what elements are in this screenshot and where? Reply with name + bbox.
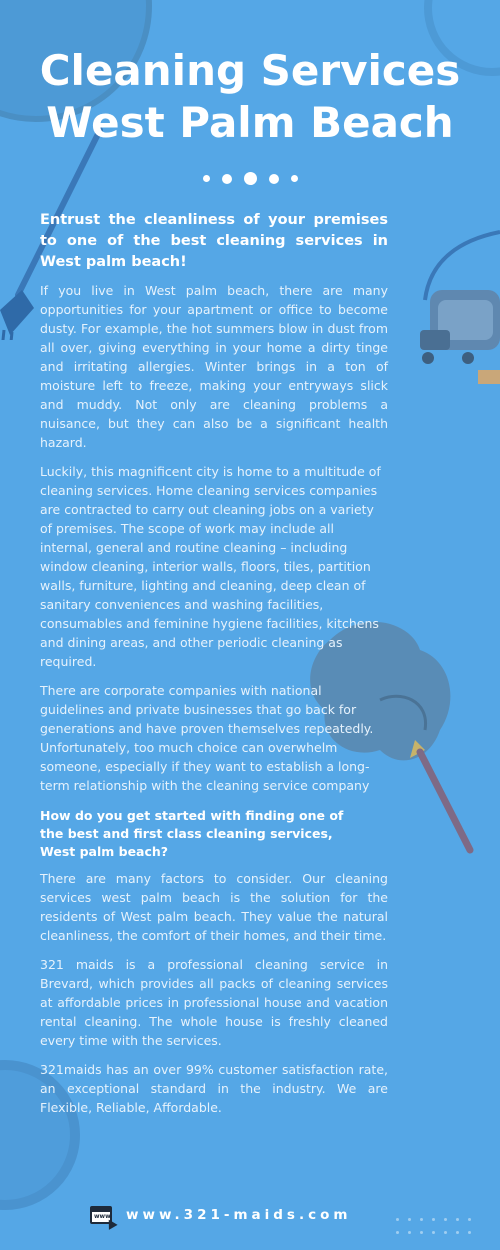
lead-heading: Entrust the cleanliness of your premises to one of the best cleaning services in West palm beach! [40,212,388,270]
paragraph-services: Luckily, this magnificent city is home to a multitude of cleaning services. Home cleaning services companies are contracted to carry out cleaning jobs on a variety of premises. The scope of work may include all internal, general and routine cleaning – including window cleaning, interior walls, floors, tiles, partition walls, furniture, lighting and cleaning, deep clean of sanitary conveniences and washing facilities, consumables and feminine hygiene facilities, kitchens and dining areas, and other periodic cleaning as required. [40,464,381,669]
paragraph-intro: If you live in West palm beach, there are many opportunities for your apartment or office to become dusty. For example, the hot summers blow in dust from all over, giving everything in your home a dirty tinge and irritating allergies. Winter brings in a ton of moisture left to freeze, making your entryways slick and muddy. Not only are cleaning problems a nuisance, but they can also be a significant health hazard. [40,283,388,450]
subheading-getting-started: How do you get started with finding one of the best and first class cleaning services, West palm beach? [40,808,344,859]
page-title [0,45,500,149]
divider-dot [244,172,257,185]
page-title-line-2: West Palm Beach [46,98,454,147]
page-title-line-1: Cleaning Services [39,46,461,95]
website-link[interactable]: www.321-maids.com [126,1207,352,1223]
website-icon [90,1206,112,1224]
divider-dot [269,174,279,184]
vacuum-icon [390,230,500,400]
title-divider-dots [0,172,500,185]
main-content [40,210,388,1127]
footer [90,1206,351,1224]
paragraph-companies: There are corporate companies with national guidelines and private businesses that go back for generations and have proven themselves repeatedly. Unfortunately, too much choice can overwhelm someone, especially if they want to establish a long-term relationship with the cleaning service company [40,683,374,793]
paragraph-satisfaction: 321maids has an over 99% customer satisfaction rate, an exceptional standard in the industry. We are Flexible, Reliable, Affordable. [40,1062,388,1115]
website-icon-label: www [94,1213,111,1220]
divider-dot [291,175,298,182]
decor-dot-grid [396,1218,480,1234]
divider-dot [222,174,232,184]
paragraph-factors: There are many factors to consider. Our cleaning services west palm beach is the solution for the residents of West palm beach. They value the natural cleanliness, the comfort of their homes, and their time. [40,871,388,943]
divider-dot [203,175,210,182]
paragraph-321maids: 321 maids is a professional cleaning service in Brevard, which provides all packs of cleaning services at affordable prices in professional house and vacation rental cleaning. The whole house is freshly cleaned every time with the services. [40,957,388,1048]
